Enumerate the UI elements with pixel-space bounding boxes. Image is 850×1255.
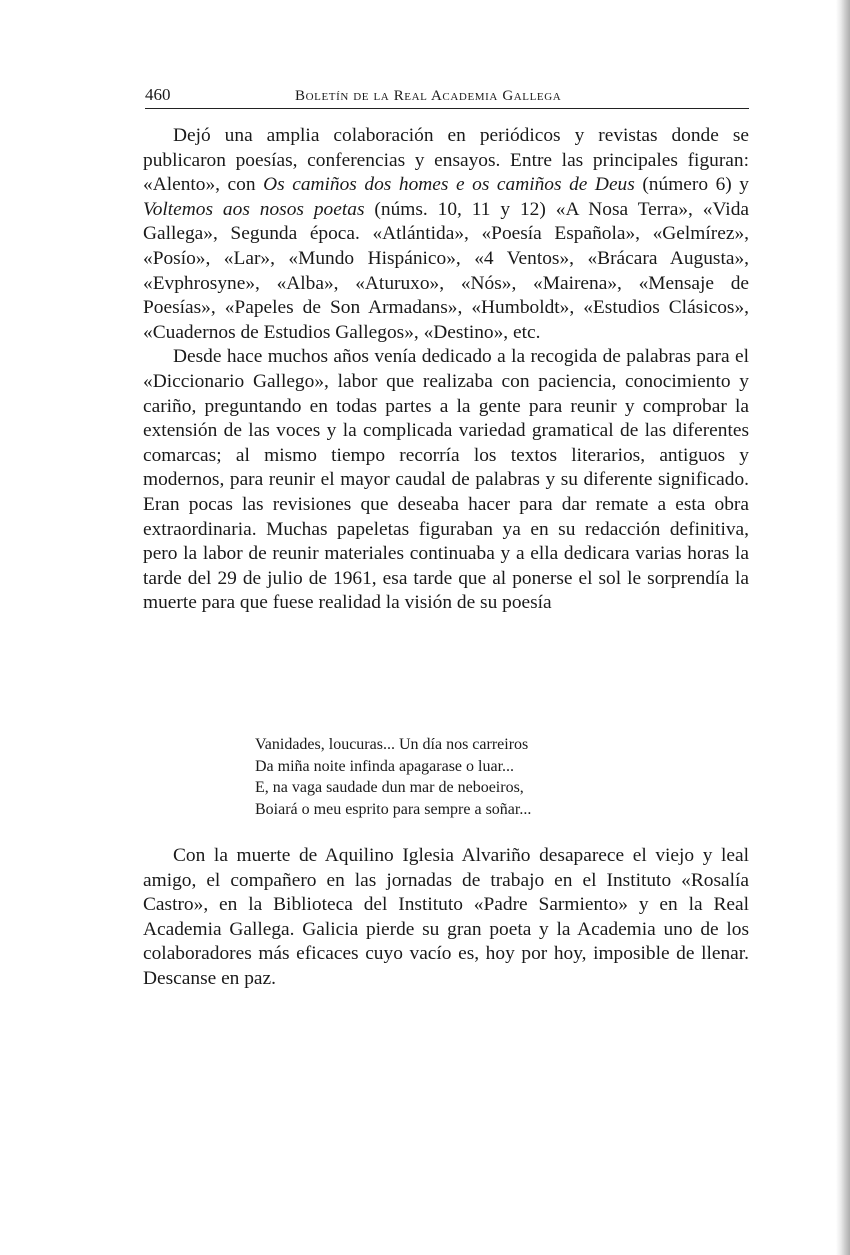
paragraph-collaborations-text-c: (núms. 10, 11 y 12) «A Nosa Terra», «Vida Gallega», Segunda época. «Atlántida», «Poesía Española», «Gelmírez», «Posío», «Lar», «Mundo Hispánico», «4 Ventos», «Brácara Augusta», «Evphrosyne», «Alba», «Aturuxo», «Nós», «Mairena», «Mensaje de Poesías», «Papeles de Son Armadans», «Humboldt», «Estudios Clásicos», «Cuadernos de Estudios Gallegos», «Destino», etc.: [143, 198, 749, 343]
paragraph-collaborations-text-a: Dejó una amplia colaboración en periódicos y revistas donde se publicaron poesías, conferencias y ensayos. Entre las principales figuran: «Alento», con: [143, 125, 749, 196]
italic-title-voltemos: Voltemos aos nosos poetas: [143, 198, 365, 220]
poem-quote: [255, 734, 531, 820]
poem-line: Vanidades, loucuras... Un día nos carreiros: [255, 736, 529, 753]
poem-line: Da miña noite infinda apagarase o luar...: [255, 757, 515, 775]
page-edge-shadow: [836, 0, 850, 1255]
poem-line: E, na vaga saudade dun mar de neboeiros,: [255, 779, 524, 796]
paragraph-collaborations: [143, 124, 749, 345]
paragraph-dictionary: Desde hace muchos años venía dedicado a la recogida de palabras para el «Diccionario Gallego», labor que realizaba con paciencia, conocimiento y cariño, preguntando en todas partes a la gente para reunir y comprobar la extensión de las voces y la complicada variedad gramatical de las diferentes comarcas; al mismo tiempo recorría los textos literarios, antiguos y modernos, para reunir el mayor caudal de palabras y su diferente significado. Eran pocas las revisiones que deseaba hacer para dar remate a esta obra extraordinaria. Muchas papeletas figuraban ya en su redacción definitiva, pero la labor de reunir materiales continuaba y a ella dedicara varias horas la tarde del 29 de julio de 1961, esa tarde que al ponerse el sol le sorprendía la muerte para que fuese realidad la visión de su poesía: [143, 346, 749, 614]
poem-line: Boiará o meu esprito para sempre a soñar...: [255, 800, 532, 818]
paragraph-obituary: Con la muerte de Aquilino Iglesia Alvariño desaparece el viejo y leal amigo, el compañero en las jornadas de trabajo en el Instituto «Rosalía Castro», en la Biblioteca del Instituto «Padre Sarmiento» y en la Real Academia Gallega. Galicia pierde su gran poeta y la Academia uno de los colaboradores más eficaces cuyo vacío es, hoy por hoy, imposible de llenar. Descanse en paz.: [143, 845, 749, 989]
running-title: Boletín de la Real Academia Gallega: [295, 88, 562, 104]
closing-text: [143, 844, 749, 992]
page-header: [145, 84, 749, 109]
page-number: 460: [145, 85, 171, 104]
paragraph-collaborations-text-b: (número 6) y: [634, 174, 749, 196]
main-text: [143, 124, 749, 616]
italic-title-os-caminos: Os camiños dos homes e os camiños de Deus: [263, 174, 635, 196]
